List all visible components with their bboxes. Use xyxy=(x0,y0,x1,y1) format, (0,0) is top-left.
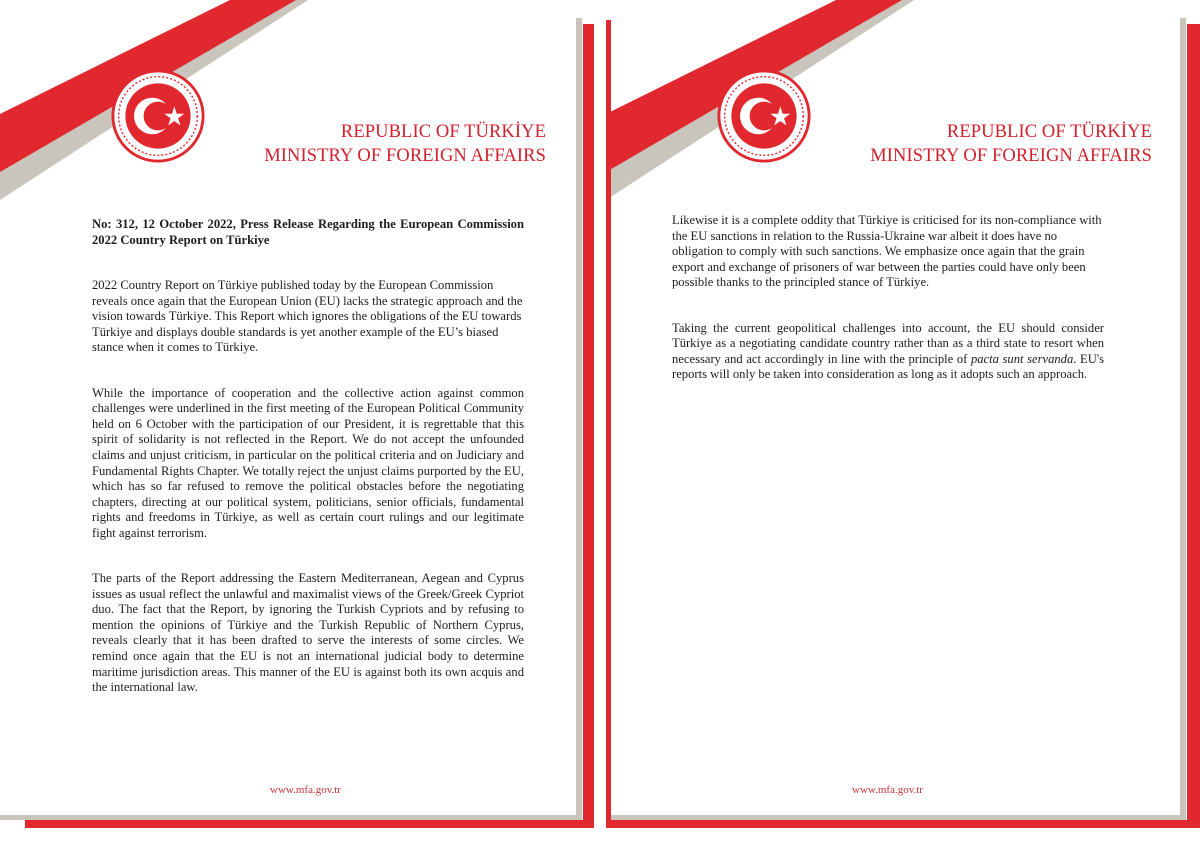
press-release-heading: No: 312, 12 October 2022, Press Release Regarding the European Commission 2022 Country Report on Türkiye xyxy=(92,217,524,247)
agency-line-1: REPUBLIC OF TÜRKİYE xyxy=(340,122,546,142)
footer-website-link[interactable]: www.mfa.gov.tr xyxy=(852,784,923,796)
red-bottom-border xyxy=(25,820,594,828)
gray-right-border xyxy=(1180,18,1186,826)
red-right-border xyxy=(1187,24,1200,825)
document-page-2 xyxy=(606,0,1200,849)
agency-line-2: MINISTRY OF FOREIGN AFFAIRS xyxy=(870,146,1152,166)
paragraph-5 xyxy=(672,321,1104,383)
document-page-1 xyxy=(0,0,594,849)
ministry-header xyxy=(264,120,546,168)
paragraph-2: While the importance of cooperation and the collective action against common challenges were underlined in the first meeting of the European Political Community held on 6 October with the participation of our President, it is regrettable that this spirit of solidarity is not reflected in the Report. We do not accept the unfounded claims and unjust criticism, in particular on the political criteria and on Judiciary and Fundamental Rights Chapter. We totally reject the unjust claims purported by the EU, which has so far refused to remove the political obstacles before the negotiating chapters, directing at our political system, politicians, senior officials, fundamental rights and freedoms in Türkiye, as well as certain court rulings and our legitimate fight against terrorism. xyxy=(92,385,524,540)
paragraph-5-ending: . EU's reports will only be taken into consideration as long as it adopts such an approach. xyxy=(672,351,1104,382)
crescent-star-seal-icon xyxy=(716,68,812,164)
crescent-star-seal-icon xyxy=(110,68,206,164)
ministry-header xyxy=(870,120,1152,168)
paragraph-3: The parts of the Report addressing the Eastern Mediterranean, Aegean and Cyprus issues as usual reflect the unlawful and maximalist views of the Greek/Greek Cypriot duo. The fact that the Report, by ignoring the Turkish Cypriots and by refusing to mention the opinions of Türkiye and the Turkish Republic of Northern Cyprus, reveals clearly that it has been drafted to serve the interests of some circles. We remind once again that the EU is not an international judicial body to determine maritime jurisdiction areas. This manner of the EU is against both its own acquis and the international law. xyxy=(92,571,524,695)
agency-line-2: MINISTRY OF FOREIGN AFFAIRS xyxy=(264,146,546,166)
gray-bottom-border xyxy=(0,815,580,820)
press-release-body xyxy=(672,213,1104,413)
gray-bottom-border xyxy=(606,815,1184,820)
press-release-body xyxy=(92,217,524,726)
agency-line-1: REPUBLIC OF TÜRKİYE xyxy=(946,122,1152,142)
paragraph-5-text: Taking the current geopolitical challenges into account, the EU should consider Türkiye as a negotiating candidate country rather than as a third state to resort when necessary and act accordingly in line with the principle of xyxy=(672,320,1104,366)
red-bottom-border xyxy=(606,820,1200,828)
latin-phrase: pacta sunt servanda xyxy=(970,351,1074,366)
paragraph-4: Likewise it is a complete oddity that Türkiye is criticised for its non-compliance with the EU sanctions in relation to the Russia-Ukraine war albeit it does have no obligation to comply with such sanctions. We emphasize once again that the grain export and exchange of prisoners of war between the parties could have only been possible thanks to the principled stance of Türkiye. xyxy=(672,213,1102,290)
footer-website-link[interactable]: www.mfa.gov.tr xyxy=(270,784,341,796)
paragraph-1: 2022 Country Report on Türkiye published today by the European Commission reveals once again that the European Union (EU) lacks the strategic approach and the vision towards Türkiye. This Report which ignores the obligations of the EU towards Türkiye and displays double standards is yet another example of the EU’s biased stance when it comes to Türkiye. xyxy=(92,278,523,355)
gray-right-border xyxy=(576,18,582,826)
red-right-border xyxy=(583,24,594,825)
red-left-border xyxy=(606,20,611,826)
